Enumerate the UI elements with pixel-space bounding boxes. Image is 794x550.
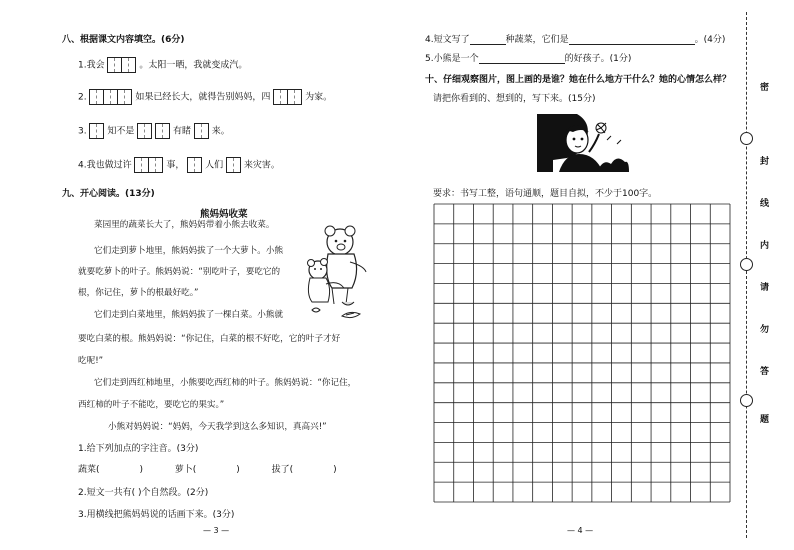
story-title: 熊妈妈收菜 bbox=[200, 209, 248, 220]
page-number-left: — 3 — bbox=[203, 526, 230, 535]
seal-line bbox=[746, 12, 747, 538]
story-paragraph: 要吃白菜的根。熊妈妈说：“你记住，白菜的根不好吃，它的叶子才好 bbox=[78, 334, 341, 344]
q4-prefix: 4.短文写了 bbox=[425, 35, 470, 45]
binding-hole-icon bbox=[740, 394, 753, 407]
story-paragraph: 西红柿的叶子不能吃，要吃它的果实。” bbox=[78, 400, 225, 410]
story-paragraph: 小熊对妈妈说：“妈妈，今天我学到这么多知识，真高兴!” bbox=[108, 422, 327, 432]
bear-illustration bbox=[298, 222, 378, 327]
writing-box-group[interactable] bbox=[273, 89, 302, 105]
writing-box-group[interactable] bbox=[137, 123, 152, 139]
q8-3-text-a: 知不是 bbox=[107, 126, 135, 137]
writing-box-group[interactable] bbox=[155, 123, 170, 139]
question-9-1: 1.给下列加点的字注音。(3分) bbox=[78, 444, 199, 454]
pinyin-item-label: 拔了( bbox=[271, 465, 294, 475]
story-paragraph: 菜园里的蔬菜长大了，熊妈妈带着小熊去收菜。 bbox=[94, 220, 275, 230]
pinyin-close-paren: ) bbox=[236, 465, 240, 475]
question-8-2 bbox=[78, 89, 332, 105]
q8-3-suffix: 来。 bbox=[211, 126, 230, 137]
question-9-2: 2.短文一共有( )个自然段。(2分) bbox=[78, 488, 209, 498]
pinyin-item-label: 蔬菜( bbox=[78, 465, 100, 475]
section-9-title: 九、开心阅读。(13分) bbox=[62, 189, 155, 199]
pinyin-item-label: 萝卜( bbox=[174, 465, 197, 475]
q5-prefix: 5.小熊是一个 bbox=[425, 54, 479, 64]
q8-1-prefix: 1.我会 bbox=[78, 60, 105, 71]
writing-box-group[interactable] bbox=[89, 89, 132, 105]
q8-2-middle: 如果已经长大，就得告别妈妈，四 bbox=[135, 92, 271, 103]
writing-box-group[interactable] bbox=[194, 123, 209, 139]
seal-char: 密 bbox=[760, 83, 770, 93]
story-paragraph: 它们走到萝卜地里，熊妈妈拔了一个大萝卜。小熊 bbox=[94, 246, 284, 256]
story-paragraph: 根，你记住，萝卜的根最好吃。” bbox=[78, 288, 199, 298]
writing-box-group[interactable] bbox=[89, 123, 104, 139]
q8-2-suffix: 为家。 bbox=[305, 92, 333, 103]
question-8-4 bbox=[78, 157, 280, 173]
question-9-3: 3.用横线把熊妈妈说的话画下来。(3分) bbox=[78, 510, 235, 520]
binding-hole-icon bbox=[740, 132, 753, 145]
section-10-title: 十、仔细观察图片，图上画的是谁？她在什么地方干什么？她的心情怎么样？ bbox=[425, 75, 732, 85]
seal-char: 封 bbox=[760, 157, 770, 167]
q8-4-suffix: 来灾害。 bbox=[243, 160, 280, 171]
q8-4-middle: 事， bbox=[166, 160, 185, 171]
story-paragraph: 它们走到西红柿地里，小熊要吃西红柿的叶子。熊妈妈说：“你记住， bbox=[94, 378, 357, 388]
seal-char: 勿 bbox=[760, 325, 770, 335]
section-8-title: 八、根据课文内容填空。(6分) bbox=[62, 35, 185, 45]
story-paragraph: 它们走到白菜地里，熊妈妈拔了一棵白菜。小熊就 bbox=[94, 310, 284, 320]
pinyin-row bbox=[78, 462, 337, 475]
q8-3-prefix: 3. bbox=[78, 126, 87, 137]
writing-box-group[interactable] bbox=[107, 57, 136, 73]
q8-1-suffix: 。太阳一晒，我就变成汽。 bbox=[139, 60, 248, 71]
q4-blank-names[interactable] bbox=[569, 35, 695, 45]
question-5 bbox=[425, 51, 631, 64]
q4-suffix: 。(4分) bbox=[694, 35, 726, 45]
q5-suffix: 的好孩子。(1分) bbox=[564, 54, 632, 64]
writing-box-group[interactable] bbox=[134, 157, 163, 173]
q5-blank[interactable] bbox=[479, 54, 565, 64]
writing-requirement: 要求：书写工整，语句通顺，题目自拟，不少于100字。 bbox=[433, 189, 658, 199]
pinyin-close-paren: ) bbox=[333, 465, 337, 475]
seal-char: 内 bbox=[760, 241, 770, 251]
seal-char: 请 bbox=[760, 283, 770, 293]
composition-grid[interactable] bbox=[433, 203, 733, 505]
q8-3-text-b: 有睹 bbox=[172, 126, 191, 137]
binding-hole-icon bbox=[740, 258, 753, 271]
seal-char: 题 bbox=[760, 415, 770, 425]
writing-box-group[interactable] bbox=[187, 157, 202, 173]
q8-2-prefix: 2. bbox=[78, 92, 87, 103]
q4-blank-count[interactable] bbox=[470, 35, 506, 45]
page-number-right: — 4 — bbox=[567, 526, 594, 535]
section-10-instruction: 请把你看到的、想到的，写下来。(15分) bbox=[433, 94, 596, 104]
seal-char: 答 bbox=[760, 367, 770, 377]
story-paragraph: 就要吃萝卜的叶子。熊妈妈说：“别吃叶子，要吃它的 bbox=[78, 267, 281, 277]
q4-middle: 种蔬菜，它们是 bbox=[505, 35, 569, 45]
writing-box-group[interactable] bbox=[226, 157, 241, 173]
seal-char: 线 bbox=[760, 199, 770, 209]
pinyin-close-paren: ) bbox=[139, 465, 144, 475]
girl-picture bbox=[537, 114, 629, 172]
story-paragraph: 吃呢!” bbox=[78, 356, 104, 366]
q8-4-prefix: 4.我也做过许 bbox=[78, 160, 132, 171]
question-8-3 bbox=[78, 123, 230, 139]
question-4 bbox=[425, 32, 725, 45]
q8-4-text-b: 人们 bbox=[205, 160, 224, 171]
question-8-1 bbox=[78, 57, 247, 73]
